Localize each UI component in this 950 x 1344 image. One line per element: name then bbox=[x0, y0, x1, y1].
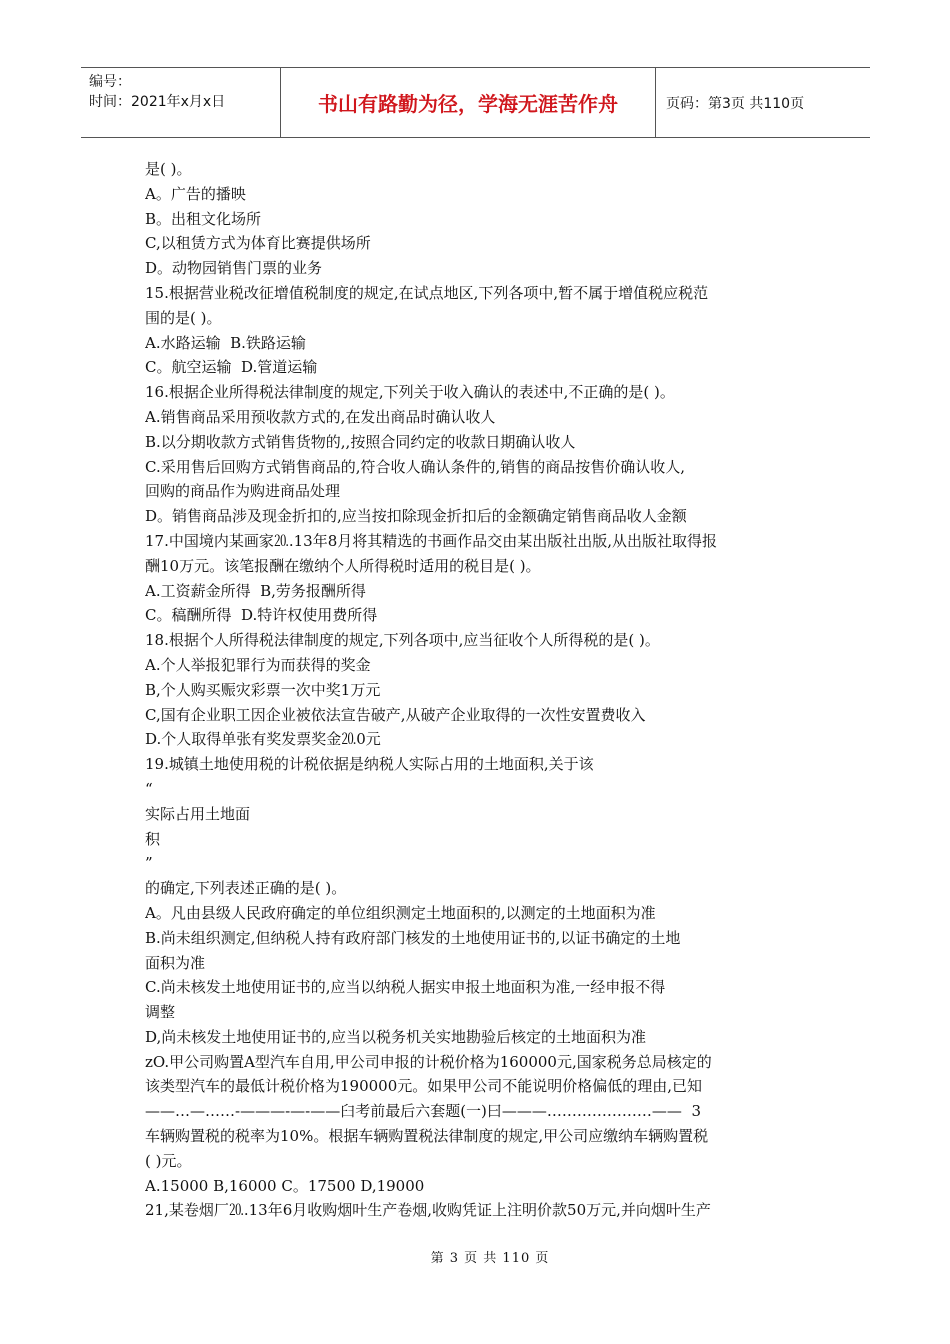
header-page-label: 页码：第3页 共110页 bbox=[666, 95, 805, 112]
text-line: 是( )。 bbox=[145, 160, 192, 178]
document-number-label: 编号： bbox=[89, 74, 131, 90]
page-header bbox=[81, 67, 870, 138]
text-line: D。销售商品涉及现金折扣的,应当按扣除现金折扣后的金额确定销售商品收人金额 bbox=[145, 507, 687, 526]
text-line: C.尚未核发土地使用证书的,应当以纳税人据实申报土地面积为准,一经申报不得 bbox=[145, 978, 666, 997]
text-line: ——…—……-———-—-——臼考前最后六套题(一)曰———…………………—— 3 bbox=[145, 1102, 701, 1121]
text-line: D。动物园销售门票的业务 bbox=[145, 259, 323, 278]
text-line: A.工资薪金所得 B,劳务报酬所得 bbox=[145, 581, 366, 600]
text-line: 21,某卷烟厂⒛.13年6月收购烟叶生产卷烟,收购凭证上注明价款50万元,并向烟叶生产 bbox=[145, 1201, 711, 1220]
text-line: A.个人举报犯罪行为而获得的奖金 bbox=[145, 655, 371, 674]
text-line: 15.根据营业税改征增值税制度的规定,在试点地区,下列各项中,暂不属于增值税应税范 bbox=[145, 283, 709, 302]
header-motto: 书山有路勤为径，学海无涯苦作舟 bbox=[281, 68, 656, 137]
text-line: D.个人取得单张有奖发票奖金⒛0元 bbox=[145, 730, 381, 749]
text-line: B.以分期收款方式销售货物的,,按照合同约定的收款日期确认收人 bbox=[145, 432, 576, 451]
text-line: B,个人购买赈灾彩票一次中奖1万元 bbox=[145, 680, 381, 699]
text-line: A.水路运输 B.铁路运输 bbox=[145, 333, 306, 352]
text-line: D,尚未核发土地使用证书的,应当以税务机关实地勘验后核定的土地面积为准 bbox=[145, 1027, 647, 1046]
text-line: 围的是( )。 bbox=[145, 308, 222, 327]
text-line: A。广告的播映 bbox=[145, 184, 246, 203]
text-line: “ bbox=[145, 779, 153, 798]
text-line: 该类型汽车的最低计税价格为190000元。如果甲公司不能说明价格偏低的理由,已知 bbox=[145, 1077, 703, 1096]
text-line: C。稿酬所得 D.特许权使用费所得 bbox=[145, 606, 378, 625]
text-line: B。出租文化场所 bbox=[145, 209, 262, 228]
header-meta bbox=[81, 68, 281, 137]
text-line: 的确定,下列表述正确的是( )。 bbox=[145, 879, 347, 898]
text-line: C,以租赁方式为体育比赛提供场所 bbox=[145, 234, 371, 253]
text-line: 调整 bbox=[145, 1003, 176, 1022]
text-line: C.采用售后回购方式销售商品的,符合收人确认条件的,销售的商品按售价确认收人, bbox=[145, 457, 686, 476]
document-body bbox=[145, 157, 785, 1223]
text-line: 积 bbox=[145, 829, 161, 848]
text-line: 面积为准 bbox=[145, 953, 206, 972]
text-line: zO.甲公司购置A型汽车自用,甲公司申报的计税价格为160000元,国家税务总局核定的 bbox=[145, 1052, 712, 1071]
text-line: 19.城镇土地使用税的计税依据是纳税人实际占用的土地面积,关于该 bbox=[145, 755, 594, 774]
text-line: C。航空运输 D.管道运输 bbox=[145, 358, 318, 377]
text-line: A.15000 B,16000 C。17500 D,19000 bbox=[145, 1176, 425, 1195]
text-line: C,国有企业职工因企业被依法宣告破产,从破产企业取得的一次性安置费收入 bbox=[145, 705, 646, 724]
text-line: 实际占用土地面 bbox=[145, 804, 251, 823]
text-line: 18.根据个人所得税法律制度的规定,下列各项中,应当征收个人所得税的是( )。 bbox=[145, 631, 660, 650]
text-line: 16.根据企业所得税法律制度的规定,下列关于收入确认的表述中,不正确的是( )。 bbox=[145, 383, 675, 402]
text-line: ( )元。 bbox=[145, 1151, 192, 1170]
text-line: A。凡由县级人民政府确定的单位组织测定土地面积的,以测定的土地面积为准 bbox=[145, 903, 656, 922]
text-line: 车辆购置税的税率为10%。根据车辆购置税法律制度的规定,甲公司应缴纳车辆购置税 bbox=[145, 1127, 709, 1146]
text-line: 17.中国境内某画家⒛.13年8月将其精选的书画作品交由某出版社出版,从出版社取得报 bbox=[145, 531, 718, 550]
text-line: ” bbox=[145, 854, 153, 873]
text-line: 酬10万元。该笔报酬在缴纳个人所得税时适用的税目是( )。 bbox=[145, 556, 541, 575]
document-time-label: 时间：2021年x月x日 bbox=[89, 94, 226, 110]
text-line: B.尚未组织测定,但纳税人持有政府部门核发的土地使用证书的,以证书确定的土地 bbox=[145, 928, 681, 947]
text-line: 回购的商品作为购进商品处理 bbox=[145, 482, 341, 501]
text-line: A.销售商品采用预收款方式的,在发出商品时确认收人 bbox=[145, 407, 496, 426]
page-footer: 第 3 页 共 110 页 bbox=[430, 1251, 550, 1266]
